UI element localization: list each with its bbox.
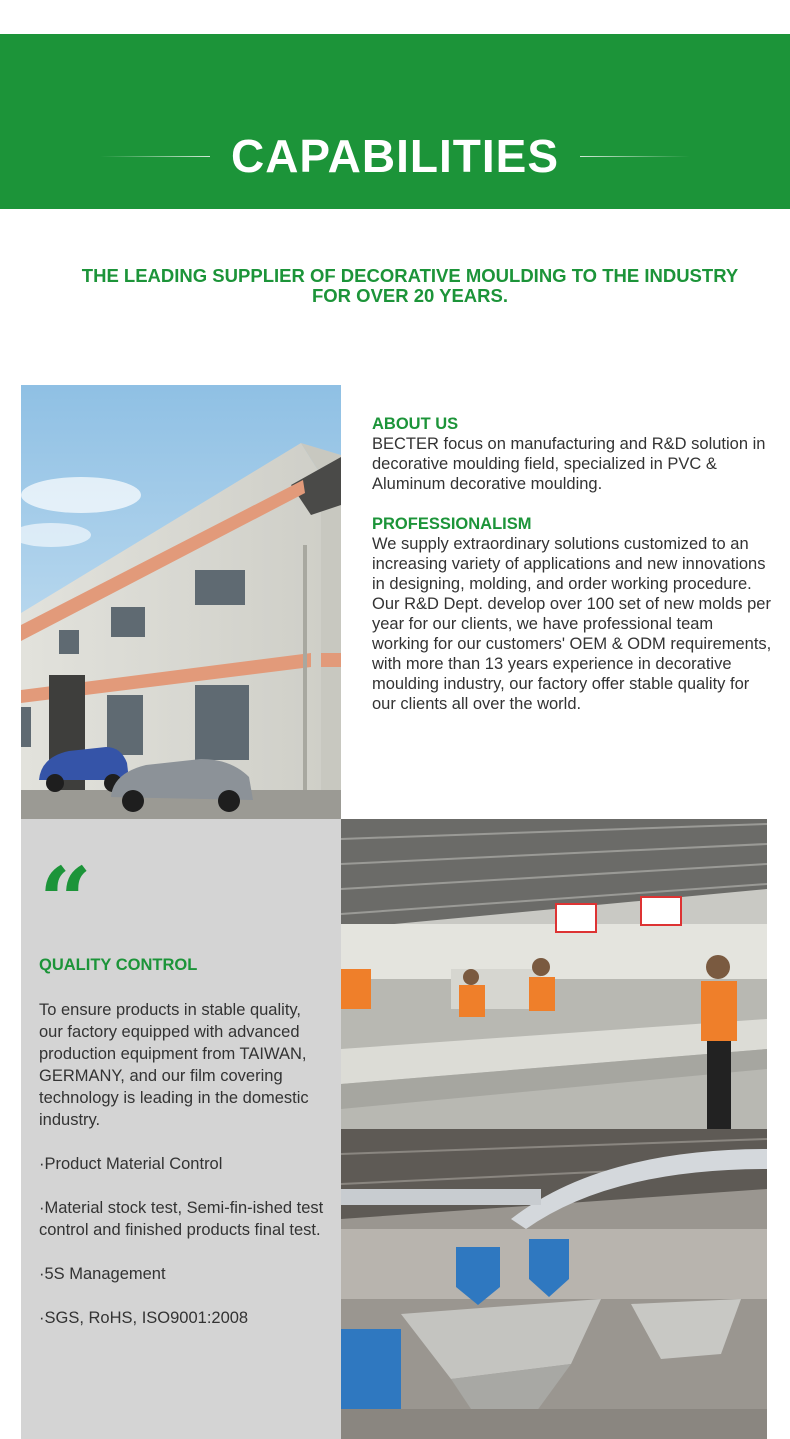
- professionalism-heading: PROFESSIONALISM: [372, 515, 532, 533]
- about-heading: ABOUT US: [372, 415, 459, 433]
- qc-item-certifications: ·SGS, RoHS, ISO9001:2008: [39, 1309, 249, 1327]
- factory-building-image: [21, 385, 341, 819]
- banner-title: CAPABILITIES: [230, 130, 560, 182]
- professionalism-text: We supply extraordinary solutions customized to an increasing variety of applications and new innovations in designing, molding, and order working procedure. Our R&D Dept. develop over 100 set of new molds per year for our clients, we have professional team working for our customers' OEM & ODM requirements, with more than 13 years experience in decorative moulding industry, our factory offer stable quality for our clients all over the world.: [372, 535, 772, 713]
- workshop-image: [341, 1129, 767, 1439]
- banner-divider-right: [580, 156, 690, 157]
- quote-mark-icon: “: [39, 847, 92, 955]
- tagline: THE LEADING SUPPLIER OF DECORATIVE MOULDING TO THE INDUSTRY FOR OVER 20 YEARS.: [81, 265, 739, 306]
- about-text: BECTER focus on manufacturing and R&D solution in decorative moulding field, specialized in PVC & Aluminum decorative moulding.: [372, 435, 766, 493]
- qc-item-5s: ·5S Management: [39, 1265, 166, 1283]
- quality-control-heading: QUALITY CONTROL: [39, 956, 198, 974]
- qc-item-material-control: ·Product Material Control: [39, 1155, 223, 1173]
- production-line-image: [341, 819, 767, 1129]
- about-section: [372, 414, 772, 714]
- quality-control-panel: [21, 819, 341, 1439]
- qc-item-stock-test: ·Material stock test, Semi-fin-ished test control and finished products final test.: [39, 1199, 324, 1239]
- qc-paragraph: To ensure products in stable quality, our factory equipped with advanced production equipment from TAIWAN, GERMANY, and our film covering technology is leading in the domestic industry.: [39, 1001, 309, 1129]
- quality-control-body: [39, 999, 324, 1351]
- capabilities-banner: [0, 34, 790, 209]
